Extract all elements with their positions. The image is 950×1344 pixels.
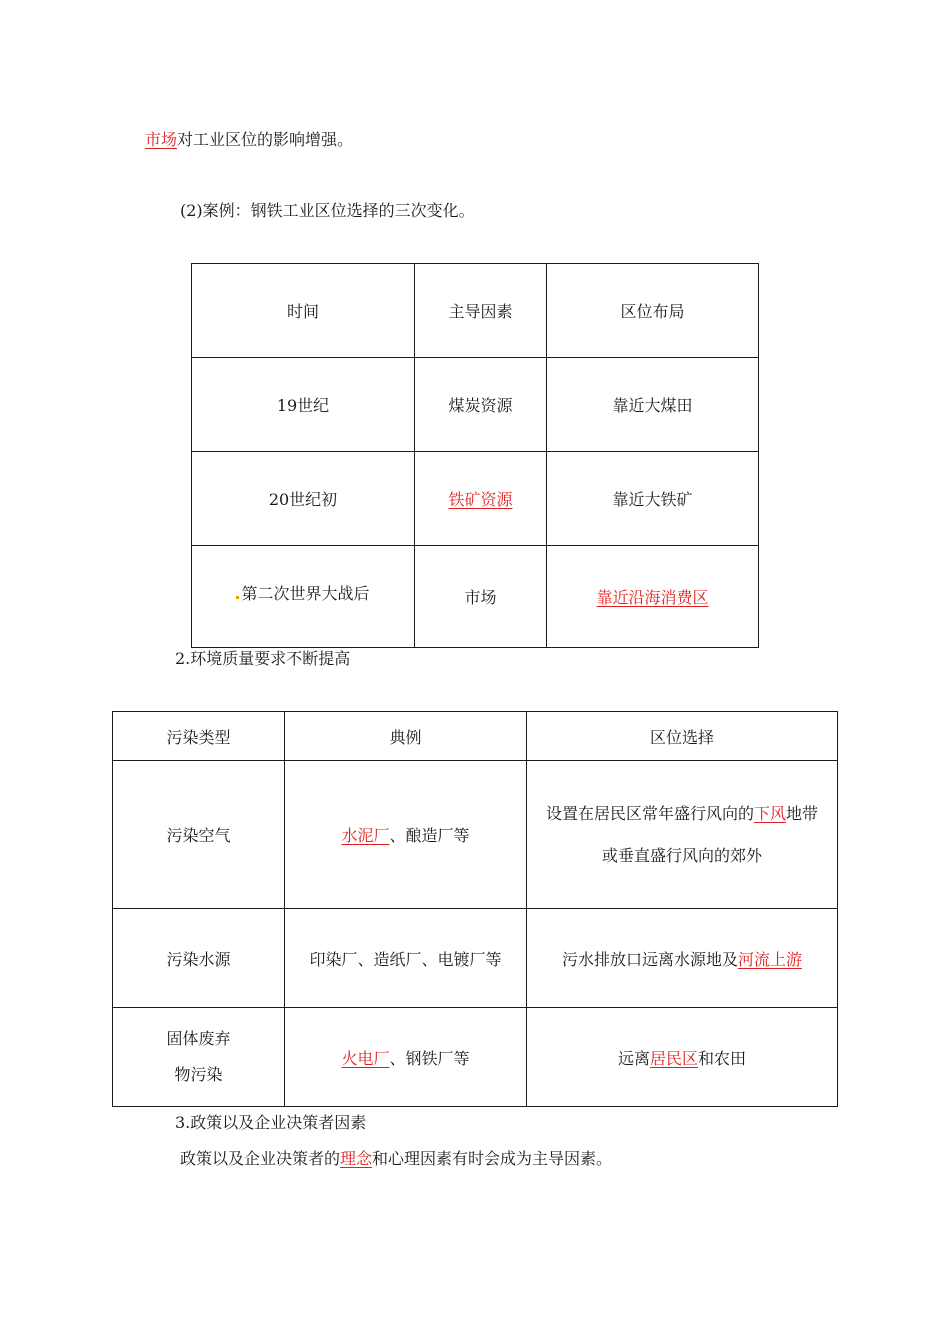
cell-time: 19世纪 xyxy=(192,358,415,452)
case-heading: (2)案例：钢铁工业区位选择的三次变化。 xyxy=(180,201,475,220)
table-row xyxy=(192,358,759,452)
cell-factor: 市场 xyxy=(415,546,547,648)
location-text: 污水排放口远离水源地及 xyxy=(561,949,738,969)
location-line-1 xyxy=(527,793,837,835)
header-example: 典例 xyxy=(285,712,527,761)
location-highlight: 下风 xyxy=(753,803,786,823)
header-factor: 主导因素 xyxy=(415,264,547,358)
policy-text: 政策以及企业决策者的 xyxy=(180,1149,341,1168)
intro-line xyxy=(145,127,353,150)
policy-text: 和心理因素有时会成为主导因素。 xyxy=(372,1149,613,1168)
table-row xyxy=(113,761,838,909)
cell-factor: 煤炭资源 xyxy=(415,358,547,452)
cell-type: 污染空气 xyxy=(113,761,285,909)
edit-mark-icon xyxy=(236,596,239,599)
location-text: 地带 xyxy=(786,803,819,823)
location-line-2: 或垂直盛行风向的郊外 xyxy=(601,845,762,865)
cell-layout: 靠近大煤田 xyxy=(547,358,759,452)
example-text: 、钢铁厂等 xyxy=(389,1048,470,1068)
location-highlight: 居民区 xyxy=(649,1048,698,1068)
type-line-2: 物污染 xyxy=(174,1065,223,1084)
cell-time: 20世纪初 xyxy=(192,452,415,546)
cell-type xyxy=(113,1008,285,1107)
policy-paragraph xyxy=(180,1146,612,1169)
policy-highlight: 理念 xyxy=(340,1149,373,1168)
header-time: 时间 xyxy=(192,264,415,358)
header-type: 污染类型 xyxy=(113,712,285,761)
location-text: 和农田 xyxy=(698,1048,747,1068)
header-location: 区位选择 xyxy=(527,712,838,761)
table-header-row xyxy=(192,264,759,358)
intro-highlight: 市场 xyxy=(145,130,178,149)
cell-time xyxy=(192,546,415,648)
layout-highlight: 靠近沿海消费区 xyxy=(596,588,709,607)
cell-location xyxy=(527,1008,838,1107)
steel-industry-table xyxy=(191,263,759,648)
cell-example: 印染厂、造纸厂、电镀厂等 xyxy=(285,909,527,1008)
table-row xyxy=(192,452,759,546)
cell-location xyxy=(527,761,838,909)
example-text: 、酿造厂等 xyxy=(389,826,470,845)
cell-type: 污染水源 xyxy=(113,909,285,1008)
cell-layout: 靠近大铁矿 xyxy=(547,452,759,546)
location-highlight: 河流上游 xyxy=(738,949,803,969)
intro-text: 对工业区位的影响增强。 xyxy=(177,130,354,149)
location-text: 远离 xyxy=(617,1048,650,1068)
table-row xyxy=(113,909,838,1008)
cell-layout xyxy=(547,546,759,648)
table-row xyxy=(113,1008,838,1107)
policy-heading: 3.政策以及企业决策者因素 xyxy=(175,1113,367,1132)
location-text: 设置在居民区常年盛行风向的 xyxy=(545,803,754,823)
cell-example xyxy=(285,761,527,909)
example-highlight: 水泥厂 xyxy=(341,826,390,845)
example-highlight: 火电厂 xyxy=(341,1048,390,1068)
header-layout: 区位布局 xyxy=(547,264,759,358)
cell-time-text: 第二次世界大战后 xyxy=(241,584,370,603)
cell-factor xyxy=(415,452,547,546)
table-header-row xyxy=(113,712,838,761)
cell-example xyxy=(285,1008,527,1107)
cell-location xyxy=(527,909,838,1008)
table-row xyxy=(192,546,759,648)
type-line-1: 固体废弃 xyxy=(166,1029,231,1048)
factor-highlight: 铁矿资源 xyxy=(448,490,513,509)
env-heading: 2.环境质量要求不断提高 xyxy=(175,649,351,668)
pollution-table xyxy=(112,711,838,1107)
